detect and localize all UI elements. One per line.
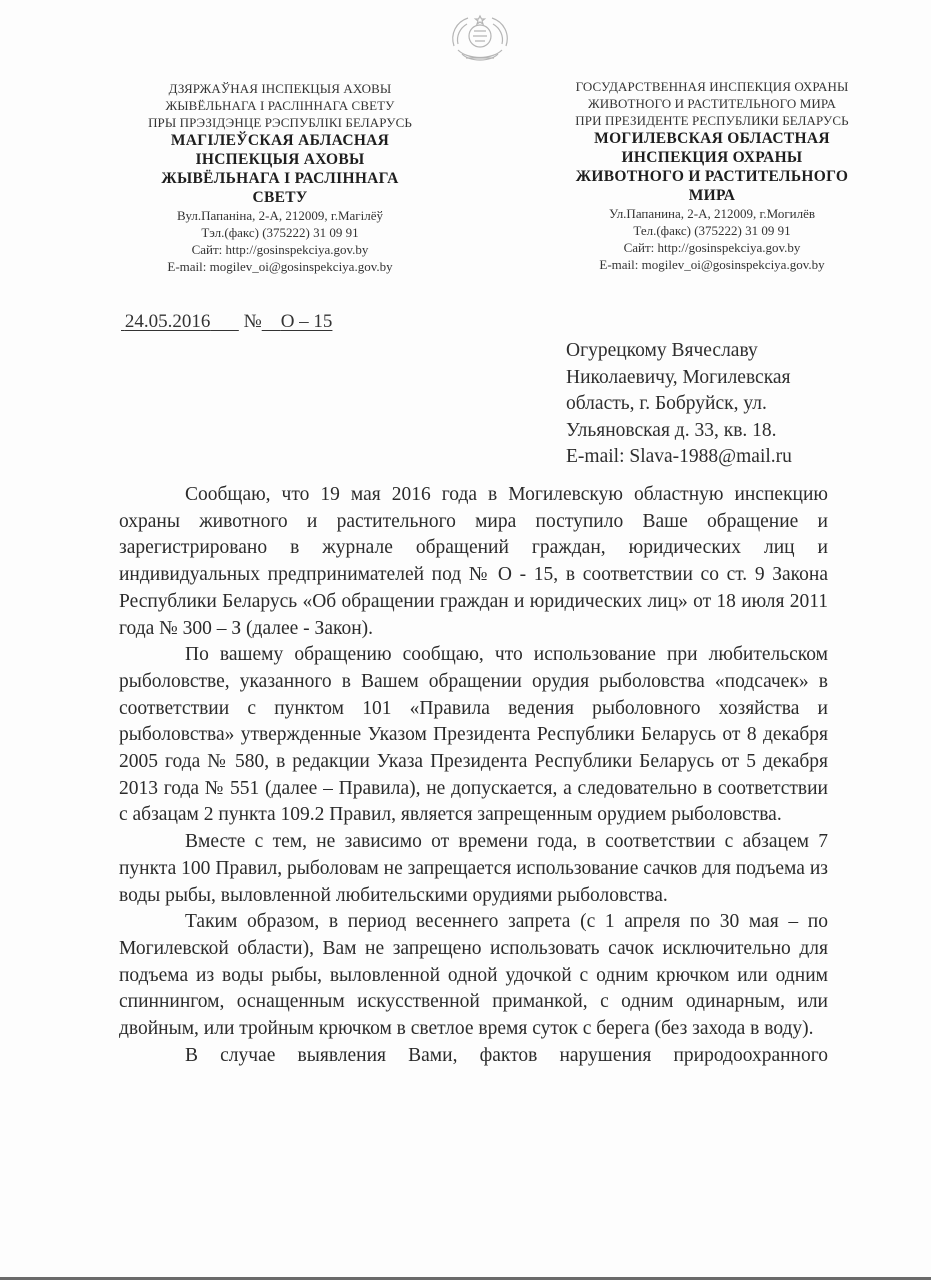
office-email: E-mail: mogilev_oi@gosinspekciya.gov.by	[599, 257, 825, 272]
letter-number: О – 15	[280, 311, 333, 332]
office-phone: Тэл.(факс) (375222) 31 09 91	[201, 225, 359, 240]
belarus-state-emblem-icon	[440, 6, 520, 66]
office-name-line: ІНСПЕКЦЫЯ АХОВЫ	[195, 151, 365, 168]
agency-name-line: ЖИВОТНОГО И РАСТИТЕЛЬНОГО МИРА	[587, 96, 837, 111]
office-name-line: ЖЫВЁЛЬНАГА І РАСЛІННАГА	[161, 170, 399, 187]
recipient-email: E-mail: Slava-1988@mail.ru	[566, 446, 792, 467]
body-paragraph: Вместе с тем, не зависимо от времени года, в соответствии с абзацем 7 пункта 100 Правил, рыболовам не запрещается использование сачков для подъема из воды рыбы, выловленной любительскими орудиями рыболовства.	[119, 831, 828, 906]
recipient-line: область, г. Бобруйск, ул.	[566, 393, 767, 414]
agency-name-line: ЖЫВЁЛЬНАГА І РАСЛІННАГА СВЕТУ	[165, 98, 395, 113]
office-name-line: МАГІЛЕЎСКАЯ АБЛАСНАЯ	[170, 132, 390, 149]
office-address: Вул.Папаніна, 2-А, 212009, г.Магілёў	[176, 208, 384, 223]
registration-line	[121, 311, 332, 333]
agency-name-line: ГОСУДАРСТВЕННАЯ ИНСПЕКЦИЯ ОХРАНЫ	[575, 79, 849, 94]
office-website: Сайт: http://gosinspekciya.gov.by	[191, 242, 369, 257]
office-name-line: МОГИЛЕВСКАЯ ОБЛАСТНАЯ	[594, 130, 830, 147]
office-website: Сайт: http://gosinspekciya.gov.by	[623, 240, 801, 255]
header-left-belarusian	[130, 80, 430, 275]
office-name-line: МИРА	[688, 187, 736, 204]
body-paragraph: Сообщаю, что 19 мая 2016 года в Могилевскую областную инспекцию охраны животного и растительного мира поступило Ваше обращение и зарегистрировано в журнале обращений граждан, юридических лиц и индивидуальных предпринимателей под № О - 15, в соответствии со ст. 9 Закона Республики Беларусь «Об обращении граждан и юридических лиц» от 18 июля 2011 года № 300 – З (далее - Закон).	[119, 484, 828, 639]
recipient-line: Огурецкому Вячеславу	[566, 340, 758, 361]
recipient-line: Николаевичу, Могилевская	[566, 366, 791, 388]
body-paragraph: По вашему обращению сообщаю, что использование при любительском рыболовстве, указанного в Вашем обращении орудия рыболовства «подсачек» в соответствии с пунктом 101 «Правила ведения рыболовного хозяйства и рыболовства» утвержденные Указом Президента Республики Беларусь от 8 декабря 2005 года № 580, в редакции Указа Президента Республики Беларусь от 5 декабря 2013 года № 551 (далее – Правила), не допускается, а следовательно в соответствии с абзацам 2 пункта 109.2 Правил, является запрещенным орудием рыболовства.	[119, 644, 828, 826]
office-email: E-mail: mogilev_oi@gosinspekciya.gov.by	[167, 259, 393, 274]
body-paragraph: Таким образом, в период весеннего запрета (с 1 апреля по 30 мая – по Могилевской области), Вам не запрещено использовать сачок исключительно для подъема из воды рыбы, выловленной одной удочкой с одним крючком или одним спиннингом, оснащенным искусственной приманкой, с одним одинарным, или двойным, или тройным крючком в светлое время суток с берега (без захода в воду).	[119, 911, 828, 1040]
letter-date: 24.05.2016	[124, 311, 211, 332]
office-name-line: СВЕТУ	[252, 189, 308, 206]
office-name-line: ИНСПЕКЦИЯ ОХРАНЫ	[621, 149, 803, 166]
number-sign: №	[243, 311, 262, 332]
office-name-line: ЖИВОТНОГО И РАСТИТЕЛЬНОГО	[575, 168, 849, 185]
office-phone: Тел.(факс) (375222) 31 09 91	[633, 223, 791, 238]
office-address: Ул.Папанина, 2-А, 212009, г.Могилёв	[608, 206, 816, 221]
agency-name-line: ПРЫ ПРЭЗІДЭНЦЕ РЭСПУБЛІКІ БЕЛАРУСЬ	[148, 115, 412, 130]
recipient-block	[566, 338, 792, 471]
letter-body	[119, 482, 828, 1069]
agency-name-line: ДЗЯРЖАЎНАЯ ІНСПЕКЦЫЯ АХОВЫ	[168, 81, 392, 96]
body-paragraph: В случае выявления Вами, фактов нарушения природоохранного	[185, 1044, 828, 1066]
header-right-russian	[552, 78, 872, 273]
recipient-line: Ульяновская д. 33, кв. 18.	[566, 419, 777, 441]
agency-name-line: ПРИ ПРЕЗИДЕНТЕ РЕСПУБЛИКИ БЕЛАРУСЬ	[575, 113, 849, 128]
